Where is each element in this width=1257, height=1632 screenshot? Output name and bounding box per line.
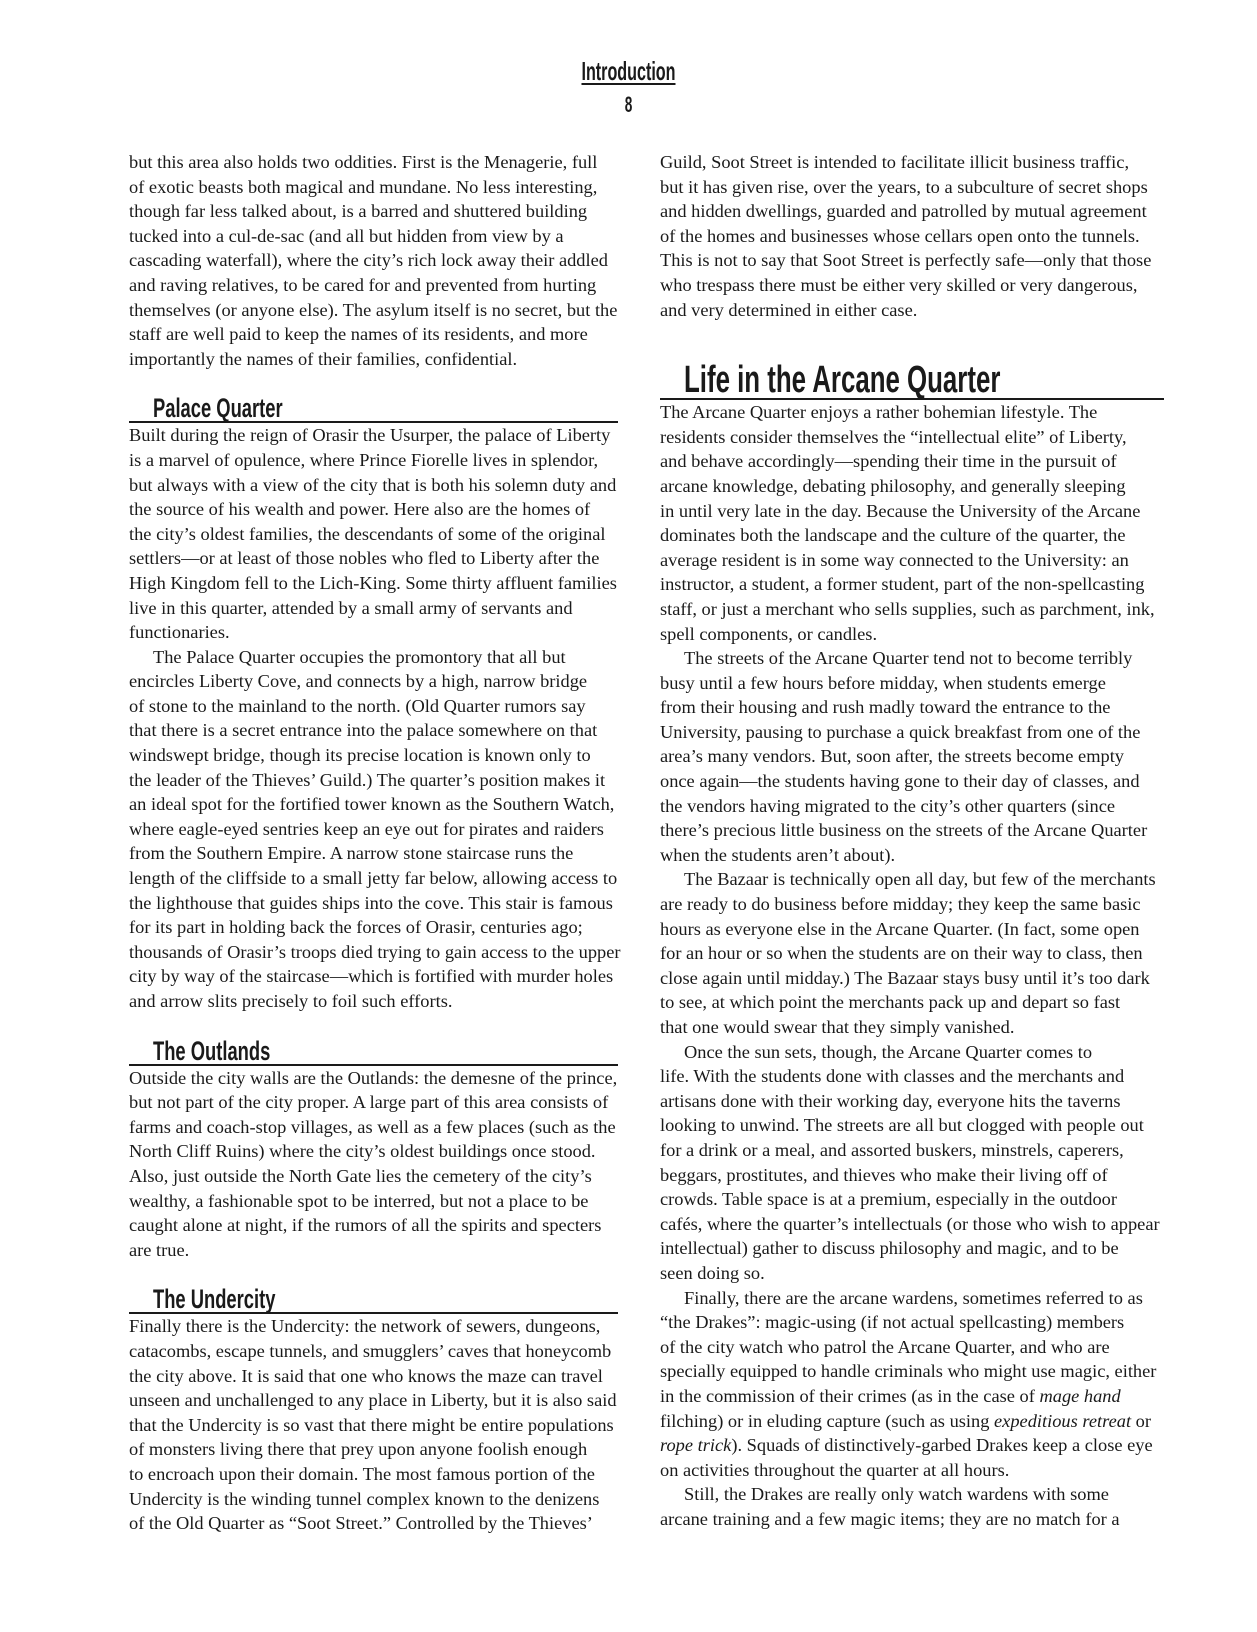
text-line: the city above. It is said that one who knows the maze can travel (129, 1365, 603, 1386)
text-line: in until very late in the day. Because the University of the Arcane (660, 500, 1141, 521)
text-line: but not part of the city proper. A large part of this area consists of (129, 1092, 609, 1113)
text-line: area’s many vendors. But, soon after, the streets become empty (660, 746, 1124, 767)
text-line: of the Old Quarter as “Soot Street.” Controlled by the Thieves’ (129, 1513, 593, 1534)
text-line: intellectual) gather to discuss philosophy and magic, and to be (660, 1238, 1119, 1259)
text-line: and behave accordingly—spending their time in the pursuit of (660, 451, 1117, 472)
paragraph (660, 646, 1165, 867)
text-line: of monsters living there that prey upon anyone foolish enough (129, 1439, 588, 1460)
paragraph (129, 1314, 624, 1535)
text-line: an ideal spot for the fortified tower known as the Southern Watch, (129, 794, 615, 815)
paragraph (129, 423, 624, 644)
text-line: cascading waterfall), where the city’s rich lock away their addled (129, 250, 608, 271)
text-line: of exotic beasts both magical and mundane. No less interesting, (129, 176, 598, 197)
paragraph (129, 1066, 624, 1263)
paragraph (660, 1040, 1165, 1286)
text-line: are ready to do business before midday; they keep the same basic (660, 894, 1141, 915)
section-heading-the-outlands: The Outlands (129, 1034, 618, 1066)
text-line: staff are well paid to keep the names of its residents, and more (129, 324, 588, 345)
text-line: close again until midday.) The Bazaar stays busy until it’s too dark (660, 967, 1150, 988)
paragraph (129, 150, 624, 371)
text-line: windswept bridge, though its precise location is known only to (129, 745, 591, 766)
text-line: residents consider themselves the “intellectual elite” of Liberty, (660, 426, 1127, 447)
text-line: to encroach upon their domain. The most famous portion of the (129, 1463, 595, 1484)
text-line: Once the sun sets, though, the Arcane Quarter comes to (684, 1041, 1093, 1062)
text-line: North Cliff Ruins) where the city’s oldest buildings once stood. (129, 1141, 596, 1162)
text-line: is a marvel of opulence, where Prince Fiorelle lives in splendor, (129, 449, 599, 470)
spell-name: mage hand (1039, 1385, 1121, 1406)
text-line: The Palace Quarter occupies the promontory that all but (153, 646, 566, 667)
text-line: and arrow slits precisely to foil such efforts. (129, 991, 453, 1011)
text-line (660, 1433, 1165, 1458)
text-line: settlers—or at least of those nobles who fled to Liberty after the (129, 548, 600, 569)
text-line: life. With the students done with classes and the merchants and (660, 1066, 1125, 1087)
text-line (660, 1384, 1165, 1409)
text-line: on activities throughout the quarter at all hours. (660, 1459, 1010, 1480)
text-line: where eagle-eyed sentries keep an eye out for pirates and raiders (129, 818, 604, 839)
text-line: arcane training and a few magic items; they are no match for a (660, 1508, 1120, 1529)
text-line: caught alone at night, if the rumors of all the spirits and specters (129, 1215, 602, 1236)
text-line: that the Undercity is so vast that there might be entire populations (129, 1414, 614, 1435)
text-line: instructor, a student, a former student, part of the non-spellcasting (660, 574, 1145, 595)
text-line: once again—the students having gone to their day of classes, and (660, 771, 1140, 792)
text-line: wealthy, a fashionable spot to be interred, but not a place to be (129, 1190, 589, 1211)
text-line: The Arcane Quarter enjoys a rather bohemian lifestyle. The (660, 402, 1098, 423)
paragraph (660, 400, 1165, 646)
text-line: importantly the names of their families, confidential. (129, 348, 518, 369)
text-line: themselves (or anyone else). The asylum itself is no secret, but the (129, 299, 618, 320)
text-line: and very determined in either case. (660, 299, 918, 320)
text-line: for an hour or so when the students are on their way to class, then (660, 943, 1143, 964)
text-line: Also, just outside the North Gate lies the cemetery of the city’s (129, 1165, 592, 1186)
text-line: functionaries. (129, 622, 230, 643)
text-line: University, pausing to purchase a quick breakfast from one of the (660, 721, 1141, 742)
text-line: farms and coach-stop villages, as well as a few places (such as the (129, 1116, 616, 1137)
section-heading-palace-quarter: Palace Quarter (129, 391, 618, 423)
text-line: Still, the Drakes are really only watch wardens with some (684, 1484, 1109, 1505)
text-line: and hidden dwellings, guarded and patrolled by mutual agreement (660, 201, 1147, 222)
text-line: encircles Liberty Cove, and connects by a high, narrow bridge (129, 671, 588, 692)
text-run: in the commission of their crimes (as in the case of (660, 1385, 1040, 1406)
text-line: crowds. Table space is at a premium, especially in the outdoor (660, 1189, 1117, 1210)
right-column (660, 150, 1165, 1531)
section-heading-life-in-the-arcane-quarter: Life in the Arcane Quarter (660, 358, 1164, 400)
text-line: to see, at which point the merchants pack up and depart so fast (660, 992, 1121, 1013)
text-line: that there is a secret entrance into the palace somewhere on that (129, 720, 598, 741)
text-line: dominates both the landscape and the culture of the quarter, the (660, 525, 1126, 546)
text-line: from the Southern Empire. A narrow stone staircase runs the (129, 843, 574, 864)
text-line: there’s precious little business on the streets of the Arcane Quarter (660, 820, 1148, 841)
text-line: Guild, Soot Street is intended to facilitate illicit business traffic, (660, 152, 1130, 172)
paragraph-arcane-wardens (660, 1286, 1165, 1483)
text-line: cafés, where the quarter’s intellectuals (or those who wish to appear (660, 1213, 1160, 1234)
text-line: the vendors having migrated to the city’s other quarters (since (660, 795, 1116, 816)
text-line: “the Drakes”: magic-using (if not actual spellcasting) members (660, 1312, 1125, 1333)
text-line: thousands of Orasir’s troops died trying to gain access to the upper (129, 941, 621, 962)
text-line: busy until a few hours before midday, when students emerge (660, 672, 1106, 693)
paragraph (660, 867, 1165, 1039)
text-line: Outside the city walls are the Outlands: the demesne of the prince, (129, 1067, 618, 1088)
text-line: unseen and unchallenged to any place in Liberty, but it is also said (129, 1390, 617, 1411)
page-number: 8 (624, 92, 633, 117)
text-line: arcane knowledge, debating philosophy, and generally sleeping (660, 475, 1126, 496)
text-line: catacombs, escape tunnels, and smugglers’ caves that honeycomb (129, 1340, 612, 1361)
text-line: when the students aren’t about). (660, 844, 896, 865)
text-line: the lighthouse that guides ships into the cove. This stair is famous (129, 892, 613, 913)
chapter-title: Introduction (581, 56, 676, 86)
text-line: The Bazaar is technically open all day, but few of the merchants (684, 869, 1156, 890)
text-line: looking to unwind. The streets are all but clogged with people out (660, 1115, 1144, 1136)
left-column (129, 150, 624, 1536)
text-run: ). Squads of distinctively-garbed Drakes keep a close eye (731, 1435, 1153, 1456)
text-line: who trespass there must be either very skilled or very dangerous, (660, 274, 1138, 295)
text-line: tucked into a cul-de-sac (and all but hidden from view by a (129, 225, 564, 246)
text-line: but it has given rise, over the years, to a subculture of secret shops (660, 176, 1148, 197)
text-line: hours as everyone else in the Arcane Quarter. (In fact, some open (660, 918, 1140, 939)
text-line: beggars, prostitutes, and thieves who make their living off of (660, 1164, 1108, 1185)
text-line: of the homes and businesses whose cellars open onto the tunnels. (660, 225, 1140, 246)
text-line: specially equipped to handle criminals who might use magic, either (660, 1361, 1157, 1382)
text-line: of the city watch who patrol the Arcane Quarter, and who are (660, 1336, 1110, 1357)
text-run: filching) or in eluding capture (such as using (660, 1410, 995, 1431)
text-line (660, 1409, 1165, 1434)
text-line: Finally there is the Undercity: the network of sewers, dungeons, (129, 1316, 601, 1337)
text-line: and raving relatives, to be cared for and prevented from hurting (129, 274, 597, 295)
text-line: though far less talked about, is a barred and shuttered building (129, 201, 588, 222)
text-line: that one would swear that they simply vanished. (660, 1017, 1015, 1037)
text-line: High Kingdom fell to the Lich-King. Some thirty affluent families (129, 572, 617, 593)
section-heading-the-undercity: The Undercity (129, 1282, 618, 1314)
text-line: artisans done with their working day, everyone hits the taverns (660, 1090, 1121, 1111)
text-line: the city’s oldest families, the descendants of some of the original (129, 523, 606, 544)
text-line: live in this quarter, attended by a small army of servants and (129, 597, 573, 618)
text-line: This is not to say that Soot Street is perfectly safe—only that those (660, 250, 1152, 271)
text-line: The streets of the Arcane Quarter tend not to become terribly (684, 648, 1133, 669)
paragraph (660, 150, 1165, 322)
spell-name: rope trick (660, 1435, 732, 1456)
text-line: average resident is in some way connected to the University: an (660, 549, 1129, 570)
text-line: for its part in holding back the forces of Orasir, centuries ago; (129, 917, 583, 938)
text-line: length of the cliffside to a small jetty far below, allowing access to (129, 868, 618, 889)
text-line: spell components, or candles. (660, 623, 878, 644)
text-line: from their housing and rush madly toward the entrance to the (660, 697, 1111, 718)
text-line: of stone to the mainland to the north. (Old Quarter rumors say (129, 695, 586, 716)
text-line: Finally, there are the arcane wardens, sometimes referred to as (684, 1287, 1143, 1308)
text-line: but this area also holds two oddities. First is the Menagerie, full (129, 152, 598, 172)
text-line: Undercity is the winding tunnel complex known to the denizens (129, 1488, 600, 1509)
spell-name: expeditious retreat (994, 1410, 1132, 1431)
text-line: the leader of the Thieves’ Guild.) The quarter’s position makes it (129, 769, 606, 790)
text-line: are true. (129, 1239, 190, 1260)
text-line: seen doing so. (660, 1262, 765, 1283)
text-line: but always with a view of the city that is both his solemn duty and (129, 474, 617, 495)
paragraph (660, 1482, 1165, 1531)
text-run: or (1131, 1410, 1151, 1431)
text-line: Built during the reign of Orasir the Usurper, the palace of Liberty (129, 425, 611, 446)
text-line: for a drink or a meal, and assorted buskers, minstrels, caperers, (660, 1139, 1124, 1160)
text-line: city by way of the staircase—which is fortified with murder holes (129, 966, 614, 987)
paragraph (129, 645, 624, 1014)
text-line: the source of his wealth and power. Here also are the homes of (129, 499, 591, 520)
text-line: staff, or just a merchant who sells supplies, such as parchment, ink, (660, 598, 1155, 619)
